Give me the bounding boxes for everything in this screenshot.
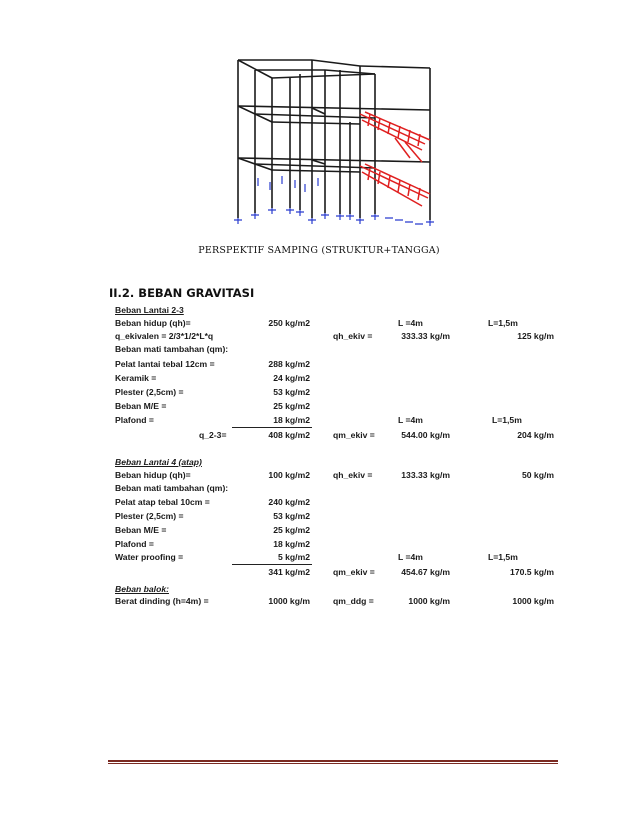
lantai23-mati-heading: Beban mati tambahan (qm): xyxy=(115,344,229,354)
lantai4-qh-ekiv-label: qh_ekiv = xyxy=(333,470,373,480)
lantai23-qm-right-value: 204 kg/m xyxy=(517,430,554,440)
balok-qm-ddg-label: qm_ddg = xyxy=(333,596,374,606)
lantai4-item-label: Water proofing = xyxy=(115,552,184,562)
lantai23-item-label: Beban M/E = xyxy=(115,401,167,411)
lantai4-item-value: 18 kg/m2 xyxy=(273,539,310,549)
lantai23-l4-label: L =4m xyxy=(398,318,423,328)
lantai4-l4-label: L =4m xyxy=(398,552,423,562)
lantai4-item-label: Plester (2,5cm) = xyxy=(115,511,184,521)
lantai23-l4-label-b: L =4m xyxy=(398,415,423,425)
figure-caption: PERSPEKTIF SAMPING (STRUKTUR+TANGGA) xyxy=(198,245,440,256)
lantai23-sum-label: q_2-3= xyxy=(199,430,227,440)
lantai23-ekiv-label: q_ekivalen = 2/3*1/2*L*q xyxy=(115,331,214,341)
lantai23-sum-value: 408 kg/m2 xyxy=(268,430,310,440)
lantai23-qm-ekiv-value: 544.00 kg/m xyxy=(401,430,450,440)
lantai4-item-row xyxy=(0,523,638,537)
lantai4-item-value: 53 kg/m2 xyxy=(273,511,310,521)
lantai4-mati-heading-row xyxy=(0,481,638,495)
lantai4-item-label: Plafond = xyxy=(115,539,154,549)
balok-row xyxy=(0,594,638,608)
lantai23-heading-row xyxy=(0,303,638,317)
lantai23-hidup-label: Beban hidup (qh)= xyxy=(115,318,191,328)
lantai4-heading: Beban Lantai 4 (atap) xyxy=(115,457,202,467)
lantai4-item-value: 240 kg/m2 xyxy=(268,497,310,507)
lantai4-item-label: Beban M/E = xyxy=(115,525,167,535)
lantai23-qh-right-value: 125 kg/m xyxy=(517,331,554,341)
lantai4-hidup-row xyxy=(0,468,638,482)
lantai23-qh-ekiv-value: 333.33 kg/m xyxy=(401,331,450,341)
lantai23-item-row xyxy=(0,357,638,371)
lantai23-item-value: 24 kg/m2 xyxy=(273,373,310,383)
lantai23-l15-label-b: L=1,5m xyxy=(492,415,522,425)
lantai23-item-label: Plester (2,5cm) = xyxy=(115,387,184,397)
lantai4-qm-ekiv-value: 454.67 kg/m xyxy=(401,567,450,577)
lantai23-mati-heading-row xyxy=(0,342,638,356)
balok-heading: Beban balok: xyxy=(115,584,169,594)
lantai23-item-label: Keramik = xyxy=(115,373,157,383)
lantai4-sum-value: 341 kg/m2 xyxy=(268,567,310,577)
lantai4-hidup-label: Beban hidup (qh)= xyxy=(115,470,191,480)
lantai4-sum-row xyxy=(0,565,638,579)
lantai23-item-value: 25 kg/m2 xyxy=(273,401,310,411)
lantai23-item-row xyxy=(0,371,638,385)
balok-value: 1000 kg/m xyxy=(268,596,310,606)
lantai4-item-value: 25 kg/m2 xyxy=(273,525,310,535)
lantai4-item-value: 5 kg/m2 xyxy=(277,552,310,562)
lantai23-sum-row xyxy=(0,428,638,442)
lantai23-ekiv-row xyxy=(0,329,638,343)
lantai4-item-label: Pelat atap tebal 10cm = xyxy=(115,497,210,507)
lantai4-qm-right-value: 170.5 kg/m xyxy=(510,567,554,577)
lantai23-hidup-value: 250 kg/m2 xyxy=(268,318,310,328)
balok-qm-ddg-value: 1000 kg/m xyxy=(408,596,450,606)
lantai4-item-row xyxy=(0,495,638,509)
lantai4-qh-ekiv-value: 133.33 kg/m xyxy=(401,470,450,480)
lantai23-qm-ekiv-label: qm_ekiv = xyxy=(333,430,375,440)
lantai23-item-value: 288 kg/m2 xyxy=(268,359,310,369)
lantai23-qh-ekiv-label: qh_ekiv = xyxy=(333,331,373,341)
lantai4-hidup-value: 100 kg/m2 xyxy=(268,470,310,480)
lantai4-item-row xyxy=(0,550,638,564)
lantai4-qh-right-value: 50 kg/m xyxy=(521,470,554,480)
footer-rule xyxy=(108,760,558,762)
lantai4-item-row xyxy=(0,509,638,523)
lantai23-item-row xyxy=(0,385,638,399)
footer-rule-thin xyxy=(108,763,558,764)
lantai23-item-value: 18 kg/m2 xyxy=(273,415,310,425)
lantai4-item-row xyxy=(0,537,638,551)
lantai23-hidup-row xyxy=(0,316,638,330)
section-title: II.2. BEBAN GRAVITASI xyxy=(109,286,255,300)
lantai4-mati-heading: Beban mati tambahan (qm): xyxy=(115,483,229,493)
lantai23-heading: Beban Lantai 2-3 xyxy=(115,305,184,315)
lantai23-item-label: Plafond = xyxy=(115,415,154,425)
balok-right-value: 1000 kg/m xyxy=(512,596,554,606)
lantai23-item-row xyxy=(0,399,638,413)
lantai4-qm-ekiv-label: qm_ekiv = xyxy=(333,567,375,577)
balok-label: Berat dinding (h=4m) = xyxy=(115,596,209,606)
lantai23-item-row xyxy=(0,413,638,427)
lantai23-l15-label: L=1,5m xyxy=(488,318,518,328)
lantai23-item-value: 53 kg/m2 xyxy=(273,387,310,397)
lantai23-item-label: Pelat lantai tebal 12cm = xyxy=(115,359,215,369)
lantai4-l15-label: L=1,5m xyxy=(488,552,518,562)
lantai4-heading-row xyxy=(0,455,638,469)
